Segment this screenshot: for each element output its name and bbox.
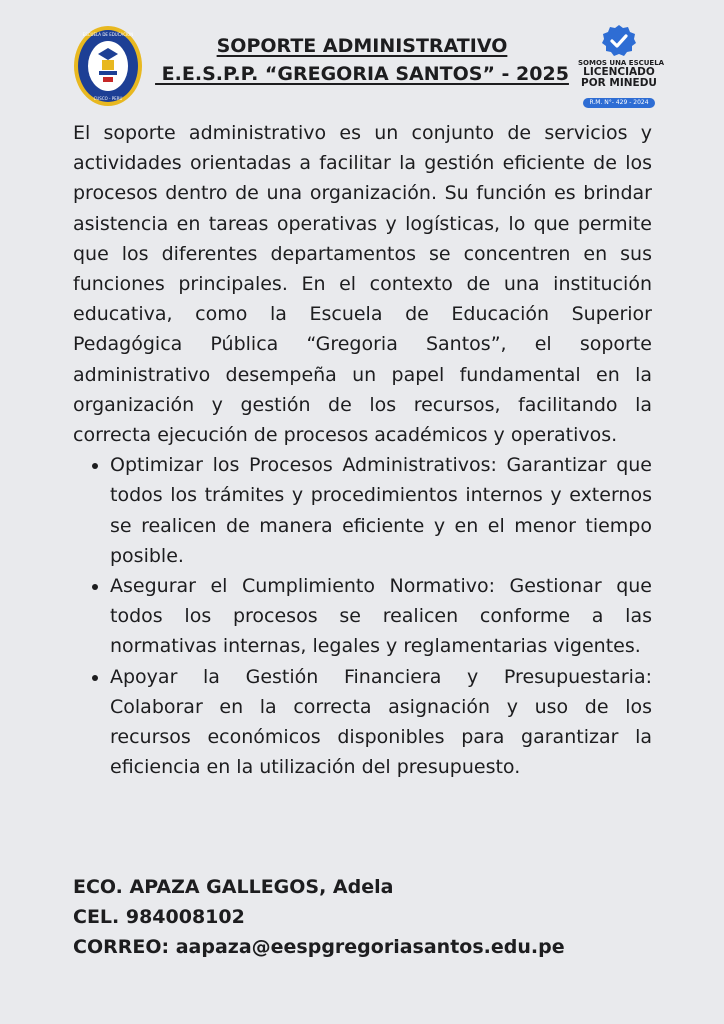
- intro-paragraph: El soporte administrativo es un conjunto de servicios y actividades orientadas a facilitar la gestión eficiente de los procesos dentro de una organización. Su función es brindar asistencia en tareas operativas y logísticas, lo que permite que los diferentes departamentos se concentren en sus funciones principales. En el contexto de una institución educativa, como la Escuela de Educación Superior Pedagógica Pública “Gregoria Santos”, el soporte administrativo desempeña un papel fundamental en la organización y gestión de los recursos, facilitando la correcta ejecución de procesos académicos y operativos.: [73, 122, 652, 447]
- svg-text:ESCUELA DE EDUCACION: ESCUELA DE EDUCACION: [82, 32, 134, 37]
- seal-icon: [72, 24, 144, 108]
- objectives-list: [73, 450, 652, 782]
- page-title: [150, 32, 574, 88]
- main-content: [73, 118, 652, 782]
- badge-big-line-1: LICENCIADO: [583, 66, 655, 78]
- badge-rm-pill: R.M. N°- 429 - 2024: [583, 98, 654, 108]
- contact-phone: CEL. 984008102: [73, 906, 245, 929]
- title-line-2: E.E.S.P.P. “GREGORIA SANTOS” - 2025: [155, 63, 569, 85]
- contact-email: CORREO: aapaza@eespgregoriasantos.edu.pe: [73, 936, 565, 959]
- list-item: • Apoyar la Gestión Financiera y Presupuestaria: Colaborar en la correcta asignación y uso de los recursos económicos disponibles para garantizar la eficiencia en la utilización del presupuesto.: [110, 662, 652, 783]
- contact-name: ECO. APAZA GALLEGOS, Adela: [73, 876, 394, 898]
- contact-footer: [73, 872, 652, 963]
- svg-text:CUSCO - PERU: CUSCO - PERU: [93, 96, 123, 101]
- institution-seal-logo: [72, 24, 144, 108]
- list-item: • Asegurar el Cumplimiento Normativo: Gestionar que todos los procesos se realicen conforme a las normativas internas, legales y reglamentarias vigentes.: [110, 571, 652, 662]
- list-item: • Optimizar los Procesos Administrativos: Garantizar que todos los trámites y procedimientos internos y externos se realicen de manera eficiente y en el menor tiempo posible.: [110, 450, 652, 571]
- header: [0, 0, 724, 110]
- title-line-1: SOPORTE ADMINISTRATIVO: [216, 35, 508, 57]
- verified-check-icon: [602, 24, 636, 58]
- badge-big-line-2: POR MINEDU: [581, 77, 657, 89]
- licensed-badge: [578, 24, 665, 106]
- badge-small-text: SOMOS UNA ESCUELA: [578, 59, 665, 67]
